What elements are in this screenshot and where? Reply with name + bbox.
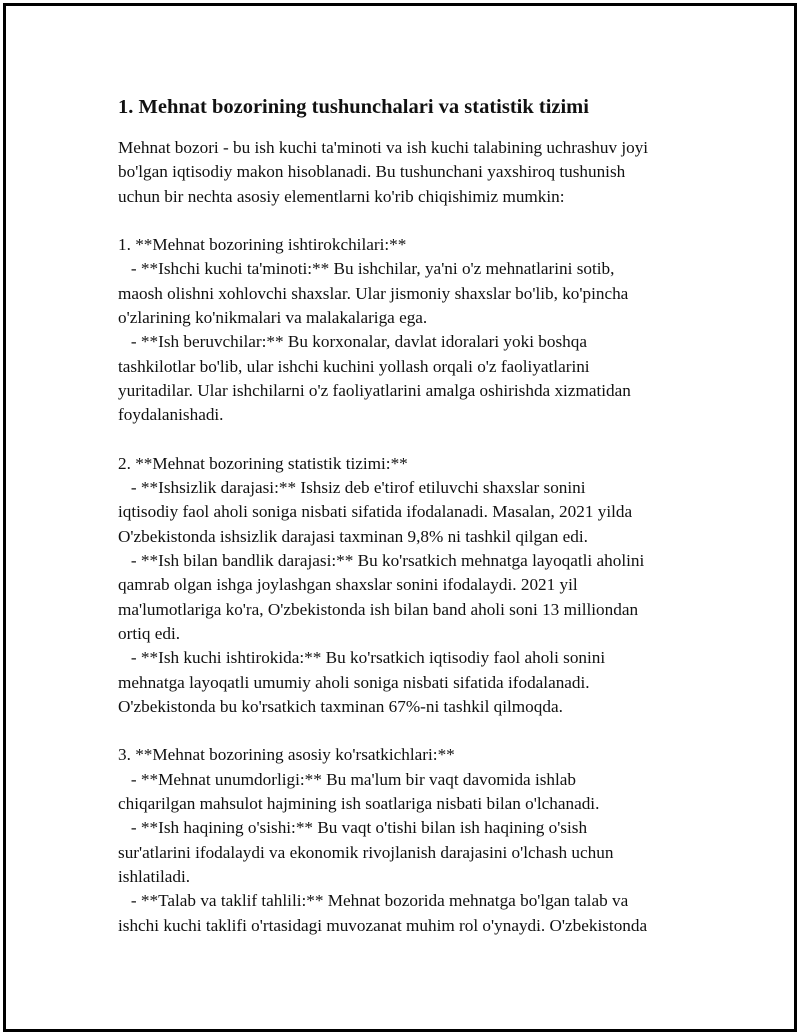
text-line: O'zbekistonda bu ko'rsatkich taxminan 67%-ni tashkil qilmoqda.: [118, 696, 563, 716]
text-line: - **Ishchi kuchi ta'minoti:** Bu ishchilar, ya'ni o'z mehnatlarini sotib,: [118, 259, 615, 279]
section-participants: [116, 233, 716, 427]
blank-line: [116, 719, 716, 743]
section-heading: 1. Mehnat bozorining tushunchalari va statistik tizimi: [118, 96, 589, 118]
text-line: maosh olishni xohlovchi shaxslar. Ular jismoniy shaxslar bo'lib, ko'pincha: [118, 283, 629, 303]
text-line: ma'lumotlariga ko'ra, O'zbekistonda ish bilan band aholi soni 13 milliondan: [118, 599, 639, 619]
text-line: - **Ish kuchi ishtirokida:** Bu ko'rsatkich iqtisodiy faol aholi sonini: [118, 648, 606, 668]
text-line: o'zlarining ko'nikmalari va malakalariga ega.: [118, 308, 428, 328]
text-line: bo'lgan iqtisodiy makon hisoblanadi. Bu tushunchani yaxshiroq tushunish: [118, 162, 626, 182]
text-line: - **Ish beruvchilar:** Bu korxonalar, davlat idoralari yoki boshqa: [118, 332, 587, 352]
list-heading: 3. **Mehnat bozorining asosiy ko'rsatkichlari:**: [118, 745, 455, 765]
text-line: ortiq edi.: [118, 623, 181, 643]
text-line: uchun bir nechta asosiy elementlarni ko'rib chiqishimiz mumkin:: [118, 186, 565, 206]
text-line: yuritadilar. Ular ishchilarni o'z faoliyatlarini amalga oshirishda xizmatidan: [118, 380, 631, 400]
text-line: foydalanishadi.: [118, 405, 224, 425]
section-statistics: [116, 452, 716, 719]
text-line: - **Mehnat unumdorligi:** Bu ma'lum bir vaqt davomida ishlab: [118, 769, 577, 789]
text-line: mehnatga layoqatli umumiy aholi soniga nisbati sifatida ifodalanadi.: [118, 672, 590, 692]
section-indicators: [116, 743, 716, 937]
text-line: - **Ishsizlik darajasi:** Ishsiz deb e'tirof etiluvchi shaxslar sonini: [118, 478, 586, 498]
blank-line: [116, 209, 716, 233]
text-line: sur'atlarini ifodalaydi va ekonomik rivojlanish darajasini o'lchash uchun: [118, 842, 614, 862]
text-line: O'zbekistonda ishsizlik darajasi taxminan 9,8% ni tashkil qilgan edi.: [118, 526, 588, 546]
text-line: - **Ish haqining o'sishi:** Bu vaqt o'tishi bilan ish haqining o'sish: [118, 818, 588, 838]
text-line: qamrab olgan ishga joylashgan shaxslar sonini ifodalaydi. 2021 yil: [118, 575, 578, 595]
text-line: Mehnat bozori - bu ish kuchi ta'minoti va ish kuchi talabining uchrashuv joyi: [118, 138, 649, 157]
text-line: - **Talab va taklif tahlili:** Mehnat bozorida mehnatga bo'lgan talab va: [118, 891, 629, 911]
document-body: [116, 94, 716, 938]
text-line: ishchi kuchi taklifi o'rtasidagi muvozanat muhim rol o'ynaydi. O'zbekistonda: [118, 915, 648, 935]
intro-paragraph: [116, 136, 716, 209]
text-line: chiqarilgan mahsulot hajmining ish soatlariga nisbati bilan o'lchanadi.: [118, 794, 600, 814]
list-heading: 1. **Mehnat bozorining ishtirokchilari:**: [118, 235, 407, 255]
list-heading: 2. **Mehnat bozorining statistik tizimi:**: [118, 453, 408, 473]
blank-line: [116, 428, 716, 452]
text-line: - **Ish bilan bandlik darajasi:** Bu ko'rsatkich mehnatga layoqatli aholini: [118, 551, 645, 571]
text-line: tashkilotlar bo'lib, ular ishchi kuchini yollash orqali o'z faoliyatlarini: [118, 356, 590, 376]
text-line: ishlatiladi.: [118, 866, 191, 886]
text-line: iqtisodiy faol aholi soniga nisbati sifatida ifodalanadi. Masalan, 2021 yilda: [118, 502, 633, 522]
